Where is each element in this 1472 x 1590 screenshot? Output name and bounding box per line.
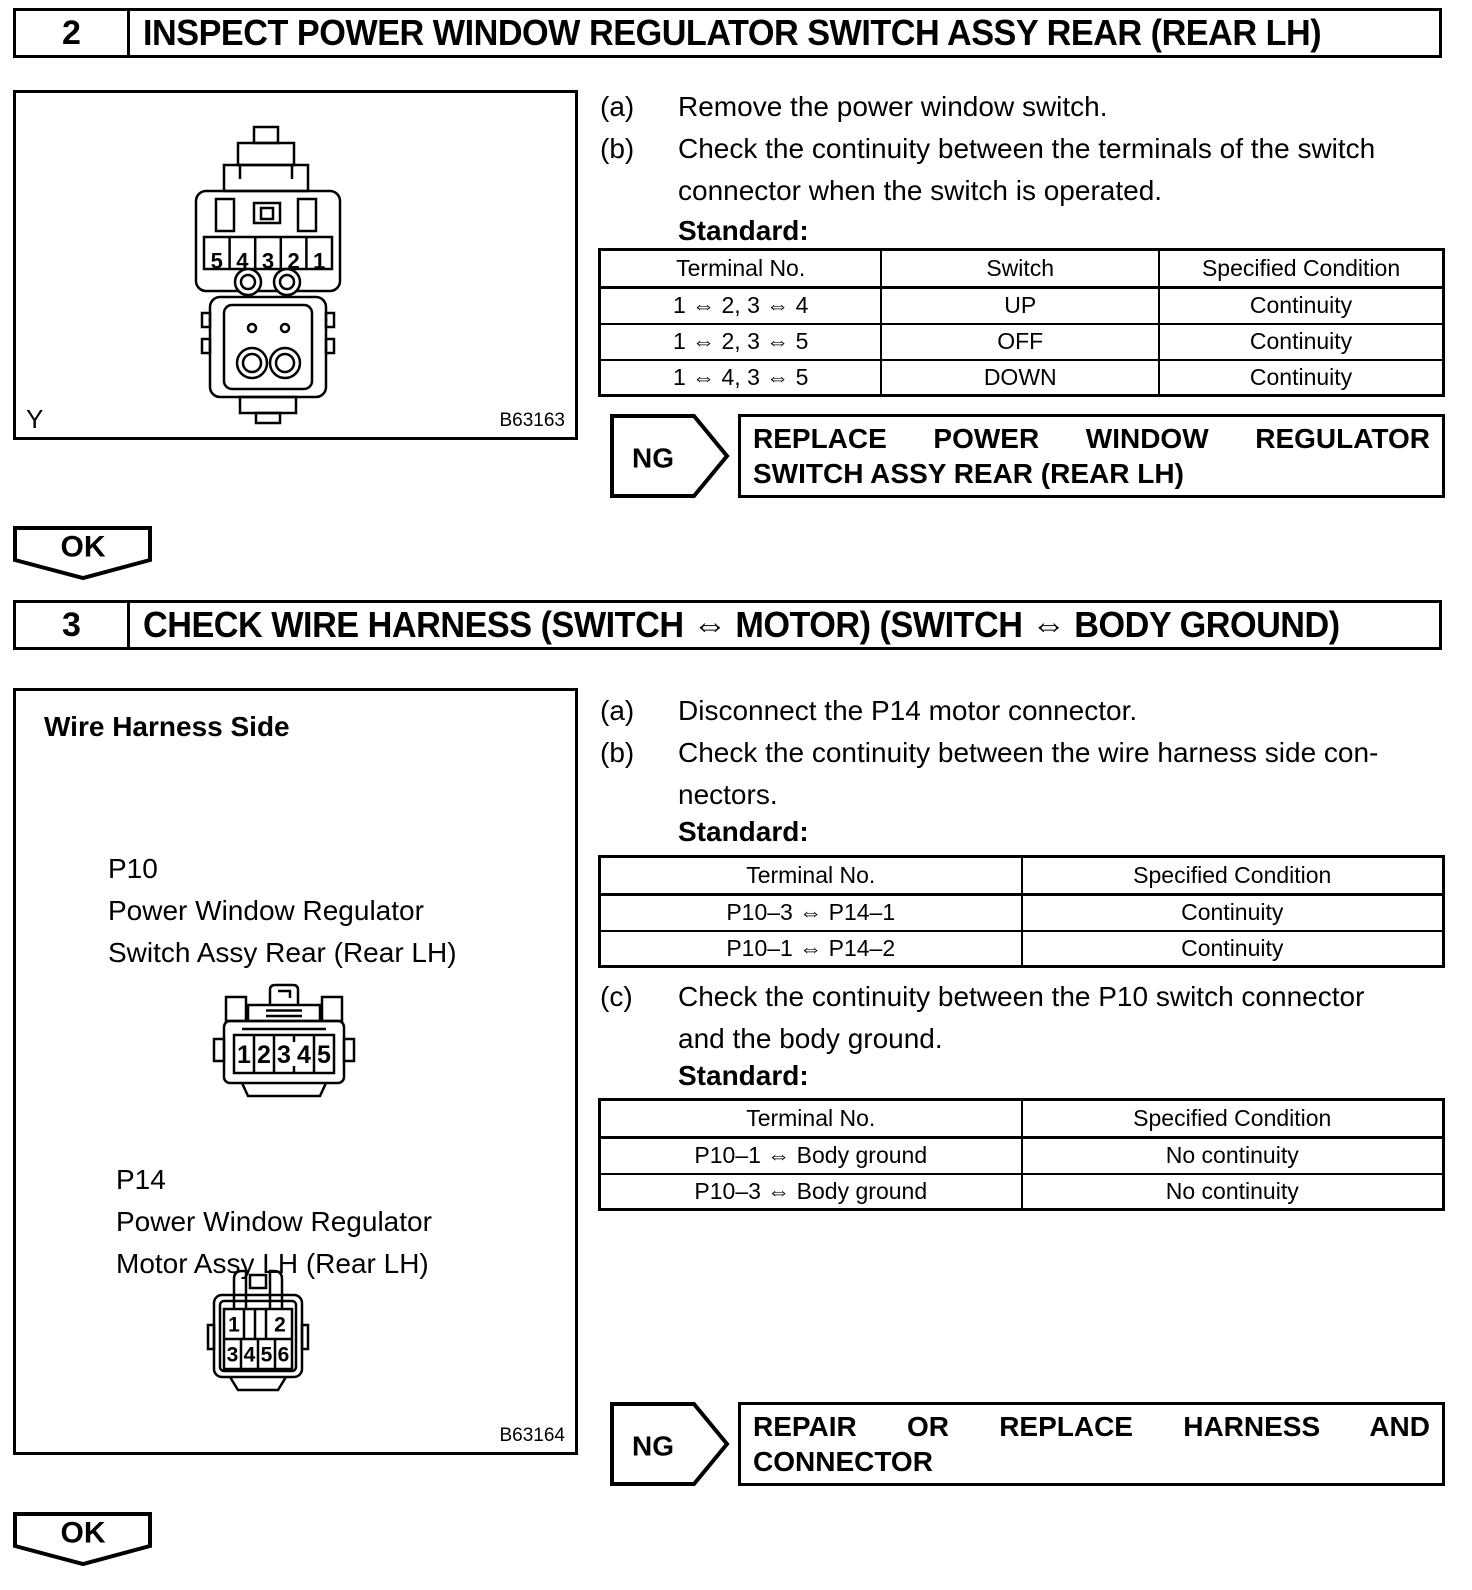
- table-cell: DOWN: [881, 360, 1159, 396]
- pin-label: 3: [261, 248, 275, 274]
- instruction-text: Check the continuity between the terminals of the switch: [678, 133, 1376, 164]
- standard-label: Standard:: [678, 215, 809, 246]
- ng-result-step3: [610, 1402, 1445, 1486]
- step3-instructions: [600, 690, 1460, 816]
- table-cell: P10–1 ⇔ P14–2: [600, 931, 1022, 967]
- pin-label: 1: [313, 248, 326, 274]
- instruction-label: (b): [600, 133, 635, 164]
- step3-number: 3: [16, 603, 130, 647]
- instruction-label: (a): [600, 91, 635, 122]
- step3-header: [13, 600, 1442, 650]
- p14-connector-diagram: [206, 1269, 310, 1393]
- pin-label: 4: [297, 1041, 311, 1069]
- instruction-text: Remove the power window switch.: [678, 91, 1108, 122]
- table-cell: No continuity: [1022, 1138, 1444, 1174]
- pin-label: 4: [243, 1343, 256, 1367]
- harness-continuity-table: [598, 855, 1445, 968]
- table-header-cell: Terminal No.: [600, 1100, 1022, 1138]
- pin-label: 5: [260, 1343, 273, 1367]
- pin-label: 2: [287, 248, 300, 274]
- ng-action-box: [738, 414, 1445, 498]
- instruction-text: Check the continuity between the P10 switch connector: [678, 981, 1365, 1012]
- figure-id: B63163: [499, 410, 565, 431]
- ng-action-text: REPAIR OR REPLACE HARNESS AND: [753, 1411, 1430, 1442]
- ng-action-text: SWITCH ASSY REAR (REAR LH): [753, 458, 1184, 489]
- pin-label: 2: [257, 1041, 271, 1069]
- table-cell: UP: [881, 288, 1159, 324]
- table-header-row: [600, 857, 1444, 895]
- pin-label: 3: [277, 1041, 291, 1069]
- ok-result-step2: [13, 526, 153, 582]
- instruction-item: [600, 128, 1460, 212]
- table-header-row: [600, 250, 1444, 288]
- table-cell: 1 ⇔ 2, 3 ⇔ 4: [600, 288, 882, 324]
- ok-label: OK: [60, 530, 106, 564]
- table-cell: OFF: [881, 324, 1159, 360]
- ng-action-text: CONNECTOR: [753, 1446, 933, 1477]
- table-header-cell: Terminal No.: [600, 857, 1022, 895]
- table-cell: Continuity: [1159, 324, 1443, 360]
- ng-label: NG: [632, 442, 674, 474]
- figure-wire-harness-side: [13, 688, 578, 1455]
- instruction-label: (c): [600, 981, 633, 1012]
- standard-label: Standard:: [678, 1060, 809, 1091]
- pin-label: 5: [317, 1041, 331, 1069]
- table-row: [600, 324, 1444, 360]
- ng-label: NG: [632, 1430, 674, 1462]
- instruction-item: [600, 86, 1460, 128]
- pin-label: 4: [236, 248, 249, 274]
- pin-label: 1: [228, 1313, 240, 1337]
- table-row: [600, 1174, 1444, 1210]
- figure-corner-label: Y: [26, 404, 44, 434]
- table-header-cell: Specified Condition: [1159, 250, 1443, 288]
- p10-connector-diagram: [208, 983, 360, 1101]
- p10-code: P10: [108, 853, 158, 884]
- step3-title: CHECK WIRE HARNESS (SWITCH ⇔ MOTOR) (SWITCH ⇔ BODY GROUND): [143, 604, 1340, 645]
- p14-name: Motor Assy LH (Rear LH): [116, 1248, 429, 1279]
- switch-connector-diagram: [188, 125, 348, 425]
- ng-action-box: [738, 1402, 1445, 1486]
- table-row: [600, 288, 1444, 324]
- table-cell: P10–1 ⇔ Body ground: [600, 1138, 1022, 1174]
- step2-title: INSPECT POWER WINDOW REGULATOR SWITCH ASSY REAR (REAR LH): [143, 12, 1322, 53]
- ok-banner-shape: [13, 526, 153, 582]
- instruction-item: [600, 690, 1460, 732]
- p14-connector-label: [116, 1159, 432, 1285]
- pin-label: 3: [226, 1343, 239, 1367]
- table-cell: 1 ⇔ 4, 3 ⇔ 5: [600, 360, 882, 396]
- p14-code: P14: [116, 1164, 166, 1195]
- pin-label: 5: [210, 248, 223, 274]
- table-row: [600, 895, 1444, 931]
- table-row: [600, 931, 1444, 967]
- figure-id: B63164: [499, 1425, 565, 1446]
- instruction-text: Check the continuity between the wire harness side con-: [678, 737, 1379, 768]
- figure-switch-connector: [13, 90, 578, 440]
- ng-arrow-shape: [610, 414, 730, 498]
- p14-name: Power Window Regulator: [116, 1206, 432, 1237]
- ok-label: OK: [60, 1516, 106, 1550]
- table-cell: Continuity: [1022, 931, 1444, 967]
- pin-label: 6: [277, 1343, 290, 1367]
- ok-result-step3: [13, 1512, 153, 1568]
- ng-result-step2: [610, 414, 1445, 498]
- instruction-text: Disconnect the P14 motor connector.: [678, 695, 1138, 726]
- p10-name: Switch Assy Rear (Rear LH): [108, 937, 457, 968]
- ng-action-text: REPLACE POWER WINDOW REGULATOR: [753, 423, 1430, 454]
- instruction-label: (a): [600, 695, 635, 726]
- ok-banner-shape: [13, 1512, 153, 1568]
- ng-arrow-shape: [610, 1402, 730, 1486]
- instruction-item: [600, 976, 1460, 1060]
- instruction-text: nectors.: [678, 779, 778, 810]
- table-cell: No continuity: [1022, 1174, 1444, 1210]
- table-row: [600, 360, 1444, 396]
- table-header-cell: Terminal No.: [600, 250, 882, 288]
- standard-label: Standard:: [678, 816, 809, 847]
- p10-connector-label: [108, 848, 457, 974]
- table-cell: 1 ⇔ 2, 3 ⇔ 5: [600, 324, 882, 360]
- step3-instructions-c: [600, 976, 1460, 1060]
- instruction-label: (b): [600, 737, 635, 768]
- pin-label: 1: [237, 1041, 251, 1069]
- step2-number: 2: [16, 11, 130, 55]
- table-row: [600, 1138, 1444, 1174]
- body-ground-table: [598, 1098, 1445, 1211]
- table-header-cell: Switch: [881, 250, 1159, 288]
- instruction-text: connector when the switch is operated.: [678, 175, 1163, 206]
- step2-instructions: [600, 86, 1460, 212]
- pin-label: 2: [274, 1313, 286, 1337]
- table-cell: Continuity: [1159, 288, 1443, 324]
- table-header-cell: Specified Condition: [1022, 1100, 1444, 1138]
- instruction-text: and the body ground.: [678, 1023, 943, 1054]
- figure-title: Wire Harness Side: [44, 711, 290, 742]
- table-cell: P10–3 ⇔ P14–1: [600, 895, 1022, 931]
- table-header-cell: Specified Condition: [1022, 857, 1444, 895]
- switch-continuity-table: [598, 248, 1445, 397]
- p10-name: Power Window Regulator: [108, 895, 424, 926]
- instruction-item: [600, 732, 1460, 816]
- step2-header: [13, 8, 1442, 58]
- table-header-row: [600, 1100, 1444, 1138]
- table-cell: Continuity: [1022, 895, 1444, 931]
- table-cell: P10–3 ⇔ Body ground: [600, 1174, 1022, 1210]
- table-cell: Continuity: [1159, 360, 1443, 396]
